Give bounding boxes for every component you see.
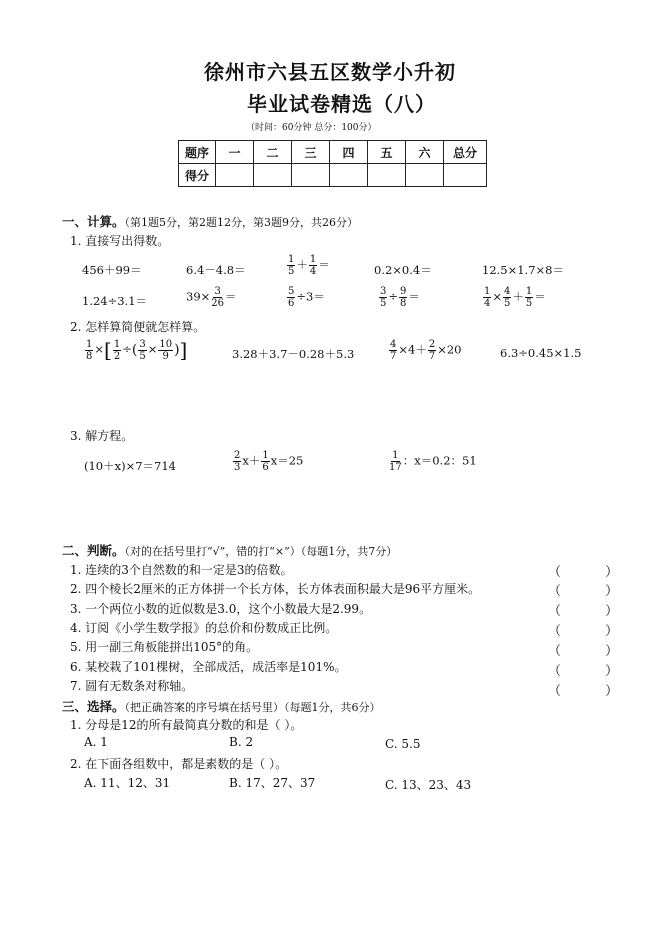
section1-title: 一、计算。 — [62, 214, 125, 229]
fraction: $\frac{2}{3}$ — [234, 450, 241, 473]
score-cell: 题序 — [179, 141, 216, 164]
calc-item: 39× $\frac{3}{26}$ ＝ — [186, 286, 237, 309]
section1-q1-label: 1. 直接写出得数。 — [70, 234, 170, 248]
exam-meta: （时间：60分钟 总分：100分） — [246, 123, 377, 133]
calc-item: $\frac{3}{5}$ ÷ $\frac{9}{8}$ ＝ — [380, 286, 420, 309]
section2-heading — [62, 541, 397, 559]
fraction: $\frac{1}{4}$ — [309, 254, 317, 277]
score-cell: 三 — [292, 141, 330, 164]
judge-item: 5. 用一副三角板能拼出105°的角。 — [70, 640, 259, 654]
judge-item: 1. 连续的3个自然数的和一定是3的倍数。 — [70, 563, 293, 577]
section1-q2-label: 2. 怎样算简便就怎样算。 — [70, 320, 206, 334]
fraction: $\frac{1}{6}$ — [262, 450, 269, 473]
score-input-cell[interactable] — [292, 164, 330, 187]
page-subtitle: 毕业试卷精选（八） — [247, 92, 436, 116]
calc-item: $\frac{4}{7}$ ×4＋ $\frac{2}{7}$ ×20 — [390, 339, 462, 362]
equation-item: $\frac{1}{17}$ ：x＝0.2：51 — [389, 450, 477, 473]
score-input-cell[interactable] — [444, 164, 487, 187]
score-input-cell[interactable] — [330, 164, 368, 187]
equation-item: (10＋x)×7＝714 — [84, 459, 176, 473]
calc-item: 12.5×1.7×8＝ — [482, 263, 564, 277]
choice-option[interactable]: B. 2 — [229, 735, 254, 749]
score-cell: 五 — [368, 141, 406, 164]
fraction: $\frac{5}{6}$ — [288, 286, 295, 309]
answer-bracket[interactable]: （ ） — [548, 565, 639, 580]
choice-option[interactable]: C. 13、23、43 — [385, 778, 472, 792]
answer-bracket[interactable]: （ ） — [548, 644, 639, 659]
calc-item: $\frac{1}{8}$ ×[ $\frac{1}{2}$ ÷( $\frac{3}{5}$ × $\frac{10}{9}$ )] — [86, 338, 188, 362]
fraction: $\frac{1}{5}$ — [525, 286, 533, 309]
fraction: $\frac{9}{8}$ — [400, 286, 407, 309]
answer-bracket[interactable]: （ ） — [548, 664, 639, 679]
calc-item: 6.4－4.8＝ — [186, 263, 246, 277]
fraction: $\frac{10}{9}$ — [159, 338, 173, 362]
fraction: $\frac{1}{5}$ — [288, 254, 295, 277]
answer-bracket[interactable]: （ ） — [548, 584, 639, 599]
choice-option[interactable]: C. 5.5 — [385, 737, 421, 751]
calc-item: $\frac{1}{5}$ ＋ $\frac{1}{4}$ ＝ — [288, 254, 330, 277]
score-cell: 得分 — [179, 164, 216, 187]
calc-item: 3.28＋3.7－0.28＋5.3 — [232, 347, 355, 361]
judge-item: 4. 订阅《小学生数学报》的总价和份数成正比例。 — [70, 621, 338, 635]
fraction: $\frac{1}{2}$ — [113, 338, 121, 362]
section3-heading — [62, 697, 381, 715]
section1-heading — [62, 212, 358, 230]
score-cell: 六 — [406, 141, 444, 164]
score-cell: 一 — [216, 141, 254, 164]
score-table-score-row — [179, 164, 487, 187]
section3-title: 三、选择。 — [62, 699, 125, 714]
choice-option[interactable]: B. 17、27、37 — [229, 776, 316, 790]
section2-note: （对的在括号里打“√”，错的打“×”）（每题1分，共7分） — [124, 545, 398, 558]
score-cell: 四 — [330, 141, 368, 164]
judge-item: 2. 四个棱长2厘米的正方体拼一个长方体，长方体表面积最大是96平方厘米。 — [70, 582, 481, 596]
choice-question: 1. 分母是12的所有最简真分数的和是（ ）。 — [70, 718, 303, 732]
fraction: $\frac{4}{5}$ — [504, 286, 511, 309]
judge-item: 7. 圆有无数条对称轴。 — [70, 679, 194, 693]
score-table-header-row — [179, 141, 487, 164]
section1-q3-label: 3. 解方程。 — [70, 429, 134, 443]
fraction: $\frac{4}{7}$ — [390, 339, 397, 362]
page-title: 徐州市六县五区数学小升初 — [204, 60, 456, 84]
fraction: $\frac{3}{26}$ — [211, 286, 225, 309]
fraction: $\frac{3}{5}$ — [139, 338, 146, 362]
calc-item: $\frac{1}{4}$ × $\frac{4}{5}$ ＋ $\frac{1}{5}$ ＝ — [484, 286, 546, 309]
score-cell: 二 — [254, 141, 292, 164]
calc-item: 0.2×0.4＝ — [374, 263, 432, 277]
judge-item: 3. 一个两位小数的近似数是3.0，这个小数最大是2.99。 — [70, 602, 372, 616]
answer-bracket[interactable]: （ ） — [548, 624, 639, 639]
score-cell: 总分 — [444, 141, 487, 164]
choice-question: 2. 在下面各组数中，都是素数的是（ ）。 — [70, 757, 288, 771]
calc-item: $\frac{5}{6}$ ÷3＝ — [288, 286, 325, 309]
equation-item: $\frac{2}{3}$ x＋ $\frac{1}{6}$ x＝25 — [234, 450, 304, 473]
section3-note: （把正确答案的序号填在括号里）（每题1分，共6分） — [124, 701, 381, 714]
fraction: $\frac{3}{5}$ — [380, 286, 387, 309]
fraction: $\frac{1}{8}$ — [86, 338, 93, 362]
score-table — [178, 140, 487, 187]
calc-item: 1.24÷3.1＝ — [82, 294, 148, 308]
answer-bracket[interactable]: （ ） — [548, 604, 639, 619]
section2-title: 二、判断。 — [62, 543, 125, 558]
fraction: $\frac{1}{17}$ — [389, 450, 402, 473]
section1-note: （第1题5分，第2题12分，第3题9分，共26分） — [124, 216, 359, 229]
calc-item: 456＋99＝ — [82, 263, 142, 277]
score-input-cell[interactable] — [254, 164, 292, 187]
fraction: $\frac{2}{7}$ — [428, 339, 436, 362]
score-input-cell[interactable] — [216, 164, 254, 187]
score-input-cell[interactable] — [368, 164, 406, 187]
calc-item: 6.3÷0.45×1.5 — [500, 346, 582, 360]
score-input-cell[interactable] — [406, 164, 444, 187]
choice-option[interactable]: A. 1 — [84, 735, 108, 749]
judge-item: 6. 某校栽了101棵树，全部成活，成活率是101%。 — [70, 660, 347, 674]
fraction: $\frac{1}{4}$ — [484, 286, 491, 309]
answer-bracket[interactable]: （ ） — [548, 684, 639, 699]
choice-option[interactable]: A. 11、12、31 — [84, 776, 171, 790]
